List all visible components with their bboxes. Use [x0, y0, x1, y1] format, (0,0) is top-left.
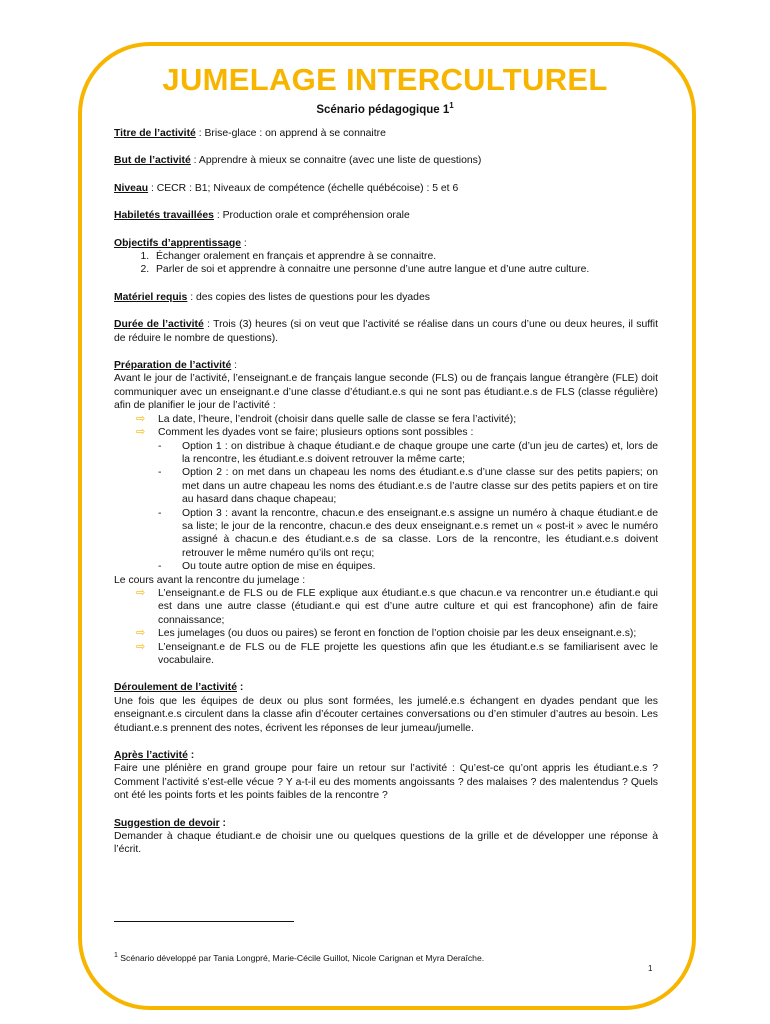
preparation-intro: Avant le jour de l’activité, l’enseignant.e de français langue seconde (FLS) ou de français langue étrangère (FLE) doit communiquer avec un enseignant.e d’une classe d’étudiant.e.s qui ne sont pas étudiant.e.s de FLS (classe régulière) afin de planifier le jour de l’activité : [114, 373, 658, 412]
section-label: Objectifs d’apprentissage [114, 237, 242, 249]
document-title: JUMELAGE INTERCULTUREL [162, 62, 608, 97]
section-text: Faire une plénière en grand groupe pour faire un retour sur l’activité : Qu’est-ce qu’ont appris les étudiant.e.s ? Comment l’activité s’est-elle vécue ? Y a-t-il eu des moments angoissants ? des malaises ? des malentendus ? Quels ont été les points forts et les points faibles de la rencontre ? [114, 763, 658, 802]
section-label: Préparation de l’activité [114, 360, 232, 372]
hollow-right-arrow-icon: ⇨ [136, 640, 146, 653]
page-number: 1 [648, 964, 653, 973]
section-heading [114, 817, 658, 830]
list-item: ⇨ L’enseignant.e de FLS ou de FLE projette les questions afin que les étudiant.e.s se familiarisent avec le vocabulaire. [136, 640, 658, 666]
list-item: - Ou toute autre option de mise en équipes. [158, 561, 376, 573]
list-item: - Option 3 : avant la rencontre, chacun.e des enseignant.e.s assigne un numéro à chaque étudiant.e de sa liste; le jour de la rencontre, chacun.e des deux enseignant.e.s remet un « post-it » avec le numéro assigné à chacun.e des étudiant.e.s de sa classe. Lors de la rencontre, les étudiant.e.s doivent retrouver le même numéro qu’ils ont reçu; [158, 507, 658, 559]
dash-bullet: - [158, 467, 162, 479]
dash-bullet: - [158, 440, 162, 452]
section-text: Une fois que les équipes de deux ou plus sont formées, les jumelé.e.s échangent en dyades pendant que les enseignant.e.s circulent dans la classe afin d’écouter certaines conversations ou d’en stimuler d’autres au besoin. Les étudiant.e.s prennent des notes, écrivent les réponses de leur jumeau/jumelle. [114, 695, 658, 734]
section-heading [114, 749, 658, 762]
section-text: Demander à chaque étudiant.e de choisir une ou quelques questions de la grille et de développer une réponse à l’écrit. [114, 831, 658, 856]
section-niveau [114, 182, 658, 195]
list-item: 1. Échanger oralement en français et apprendre à se connaitre. [152, 250, 658, 263]
section-suffix: : [241, 237, 247, 249]
section-heading [114, 237, 658, 250]
document-subtitle [0, 101, 770, 116]
footnote-marker: 1 [114, 952, 118, 959]
subtitle-text: Scénario pédagogique 1 [316, 103, 450, 116]
section-heading [114, 681, 658, 694]
list-item: ⇨ L’enseignant.e de FLS ou de FLE explique aux étudiant.e.s que chacun.e va rencontrer un.e étudiant.e qui est dans une autre classe (étudiant.e qui est d’une autre culture et qui est francophone) afin de faire connaissance; [136, 586, 658, 626]
hollow-right-arrow-icon: ⇨ [136, 627, 146, 640]
list-item: ⇨ La date, l’heure, l’endroit (choisir dans quelle salle de classe se fera l’activité); [136, 412, 517, 425]
cours-list [114, 587, 658, 667]
section-but [114, 154, 658, 167]
footnote-separator [114, 921, 294, 922]
section-materiel [114, 291, 658, 304]
preparation-list [114, 413, 658, 440]
section-label: Matériel requis [114, 291, 188, 303]
section-suffix: : [219, 817, 227, 829]
section-devoir [114, 817, 658, 857]
hollow-right-arrow-icon: ⇨ [136, 426, 146, 439]
section-text: : des copies des listes de questions pour les dyades [187, 291, 430, 303]
document-body [114, 127, 658, 871]
section-text: : Production orale et compréhension orale [213, 210, 410, 222]
section-label: Déroulement de l’activité [114, 682, 237, 694]
section-text: : Apprendre à mieux se connaitre (avec une liste de questions) [190, 155, 482, 167]
cours-intro: Le cours avant la rencontre du jumelage : [114, 574, 306, 586]
section-label: Suggestion de devoir [114, 817, 220, 829]
section-text: : Trois (3) heures (si on veut que l’activité se réalise dans un cours d’une ou deux heures, il suffit de réduire le nombre de questions). [114, 319, 659, 344]
list-item: - Option 1 : on distribue à chaque étudiant.e de chaque groupe une carte (d’un jeu de cartes) et, lors de la rencontre, les étudiant.e.s doivent retrouver la même carte; [158, 440, 658, 465]
section-suffix: : [187, 750, 195, 762]
section-deroulement [114, 681, 658, 735]
section-text: : CECR : B1; Niveaux de compétence (échelle québécoise) : 5 et 6 [148, 182, 459, 194]
list-item: 2. Parler de soi et apprendre à connaitre une personne d’une autre langue et d’une autre culture. [152, 263, 658, 276]
dash-bullet: - [158, 507, 162, 519]
section-label: Après l’activité [114, 750, 188, 762]
hollow-right-arrow-icon: ⇨ [136, 412, 146, 425]
list-item: ⇨ Les jumelages (ou duos ou paires) se feront en fonction de l’option choisie par les deux enseignant.e.s); [136, 627, 637, 640]
objectives-list [114, 250, 658, 277]
section-label: But de l’activité [114, 155, 191, 167]
list-item: - Option 2 : on met dans un chapeau les noms des étudiant.e.s d’une classe sur des petits papiers; on met dans un autre chapeau les noms des étudiant.e.s de l’autre classe sur des petits papiers et on tire au hasard dans chaque chapeau; [158, 467, 658, 506]
dash-bullet: - [158, 561, 162, 573]
section-habiletes [114, 209, 658, 222]
section-label: Titre de l’activité [114, 128, 196, 139]
section-apres [114, 749, 658, 803]
section-label: Habiletés travaillées [114, 210, 214, 222]
footnote-text: Scénario développé par Tania Longpré, Marie-Cécile Guillot, Nicole Carignan et Myra Deraîche. [117, 952, 485, 963]
list-item: ⇨ Comment les dyades vont se faire; plusieurs options sont possibles : [136, 426, 474, 439]
section-suffix: : [231, 360, 238, 372]
section-text: : Brise-glace : on apprend à se connaitre [195, 128, 386, 139]
hollow-right-arrow-icon: ⇨ [136, 586, 146, 599]
footnote [114, 952, 484, 963]
section-titre [114, 127, 658, 140]
section-label: Niveau [114, 182, 149, 194]
section-preparation [114, 359, 658, 667]
section-objectifs [114, 237, 658, 277]
options-list [114, 440, 658, 574]
footnote-reference: 1 [449, 101, 454, 110]
section-heading [114, 359, 658, 372]
section-suffix: : [237, 682, 244, 694]
section-duree [114, 318, 658, 345]
section-label: Durée de l’activité [114, 319, 204, 331]
